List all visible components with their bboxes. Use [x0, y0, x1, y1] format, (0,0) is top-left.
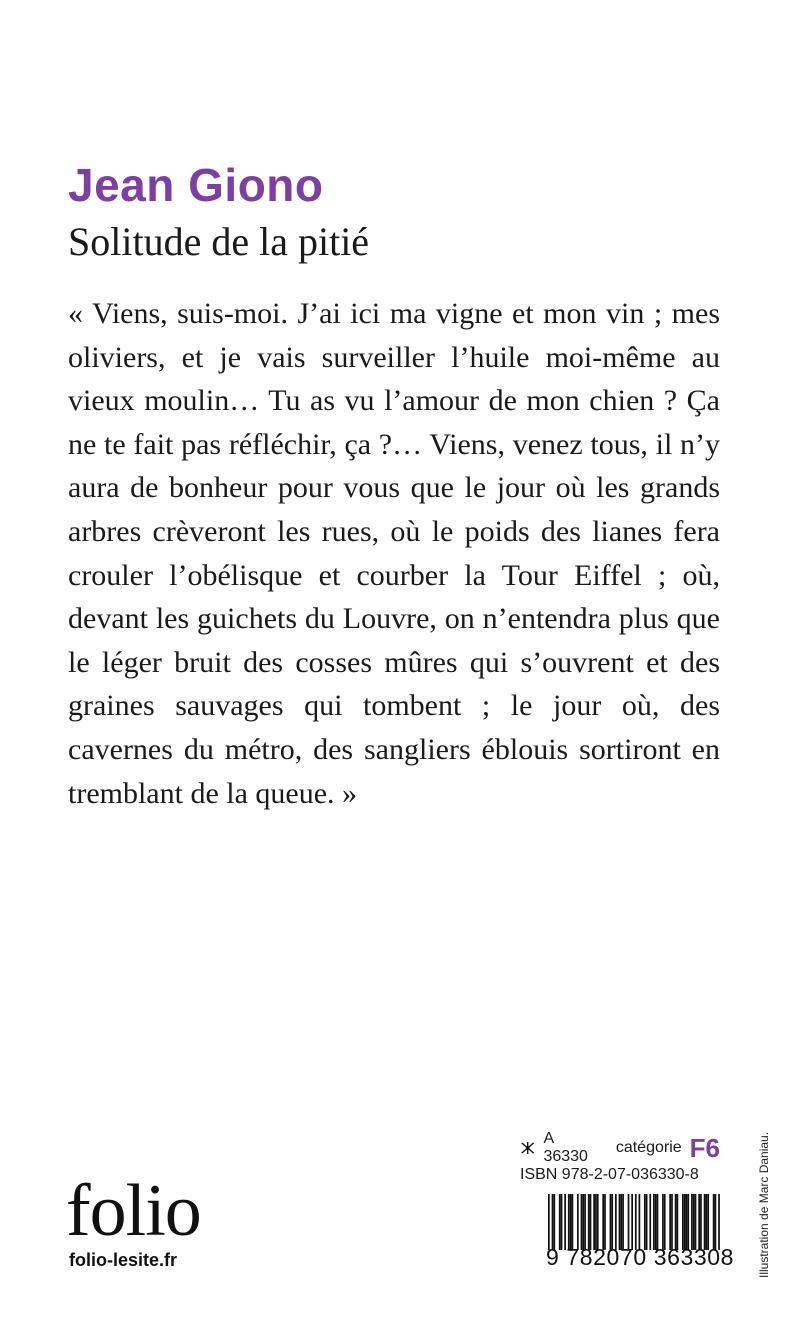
barcode-bar	[602, 1194, 604, 1250]
barcode-bar	[610, 1194, 612, 1250]
category-code: F6	[689, 1133, 720, 1163]
barcode-bar	[604, 1194, 606, 1250]
barcode-bar	[581, 1194, 583, 1250]
barcode-bar	[677, 1194, 679, 1250]
barcode-bar	[669, 1194, 671, 1250]
barcode-bar	[628, 1194, 630, 1250]
barcode-bar	[553, 1194, 555, 1250]
barcode-bar	[572, 1194, 574, 1250]
barcode-bar	[687, 1194, 689, 1250]
reference-code: A 36330	[543, 1130, 588, 1165]
barcode-bar	[691, 1194, 693, 1250]
barcode	[548, 1194, 720, 1250]
barcode-bar	[657, 1194, 659, 1250]
barcode-bar	[653, 1194, 655, 1250]
barcode-bar	[564, 1194, 566, 1250]
barcode-bar	[715, 1194, 717, 1250]
barcode-bar	[704, 1194, 706, 1250]
author-name: Jean Giono	[68, 159, 324, 211]
barcode-bar	[620, 1194, 622, 1250]
barcode-bar	[639, 1194, 641, 1250]
barcode-bar	[682, 1194, 684, 1250]
barcode-bar	[644, 1194, 646, 1250]
barcode-bar	[548, 1194, 550, 1250]
barcode-bar	[695, 1194, 697, 1250]
barcode-bar	[686, 1194, 688, 1250]
illustration-credit: Illustration de Marc Daniau.	[757, 1131, 771, 1278]
back-cover-blurb: « Viens, suis-moi. J’ai ici ma vigne et mon vin ; mes oliviers, et je vais surveiller l’huile moi-même au vieux moulin… Tu as vu l’amour de mon chien ? Ça ne te fait pas réfléchir, ça ?… Viens, venez tous, il n’y aura de bonheur pour vous que le jour où les grands arbres crèveront les rues, où le poids des lianes fera crouler l’obélisque et courber la Tour Eiffel ; où, devant les guichets du Louvre, on n’entendra plus que le léger bruit des cosses mûres qui s’ouvrent et des graines sauvages qui tombent ; le jour où, des cavernes du métro, des sangliers éblouis sortiront en tremblant de la queue. »	[68, 297, 720, 810]
barcode-bar	[561, 1194, 563, 1250]
barcode-bar	[707, 1194, 709, 1250]
barcode-bar	[552, 1194, 554, 1250]
barcode-bar	[635, 1194, 637, 1250]
barcode-bar	[619, 1194, 621, 1250]
barcode-bar	[713, 1194, 715, 1250]
barcode-bar	[684, 1194, 686, 1250]
barcode-bar	[664, 1194, 666, 1250]
barcode-bar	[649, 1194, 651, 1250]
barcode-bar	[655, 1194, 657, 1250]
barcode-bar	[671, 1194, 673, 1250]
barcode-bar	[559, 1194, 561, 1250]
barcode-bar	[700, 1194, 702, 1250]
isbn: ISBN 978-2-07-036330-8	[520, 1166, 699, 1183]
barcode-bar	[588, 1194, 590, 1250]
barcode-bar	[582, 1194, 584, 1250]
barcode-bar	[611, 1194, 613, 1250]
reference-row	[520, 1130, 720, 1165]
category-label: catégorie	[615, 1139, 682, 1156]
book-codes	[520, 1130, 720, 1184]
barcode-bar	[631, 1194, 633, 1250]
barcode-bar	[693, 1194, 695, 1250]
barcode-bar	[675, 1194, 677, 1250]
barcode-bar	[706, 1194, 708, 1250]
barcode-bar	[662, 1194, 664, 1250]
barcode-bar	[646, 1194, 648, 1250]
publisher-website: folio-lesite.fr	[69, 1250, 178, 1270]
barcode-digits: 9 782070 363308	[546, 1244, 735, 1270]
gallimard-logo-icon	[520, 1140, 535, 1156]
barcode-bar	[584, 1194, 586, 1250]
barcode-bar	[622, 1194, 624, 1250]
barcode-bar	[593, 1194, 595, 1250]
publisher-logo: folio	[66, 1170, 201, 1252]
barcode-bar	[590, 1194, 592, 1250]
barcode-bar	[718, 1194, 720, 1250]
barcode-bar	[568, 1194, 570, 1250]
barcode-bar	[597, 1194, 599, 1250]
barcode-bar	[595, 1194, 597, 1250]
barcode-bar	[615, 1194, 617, 1250]
barcode-bar	[577, 1194, 579, 1250]
barcode-bar	[570, 1194, 572, 1250]
barcode-bar	[698, 1194, 700, 1250]
book-title: Solitude de la pitié	[68, 219, 370, 264]
